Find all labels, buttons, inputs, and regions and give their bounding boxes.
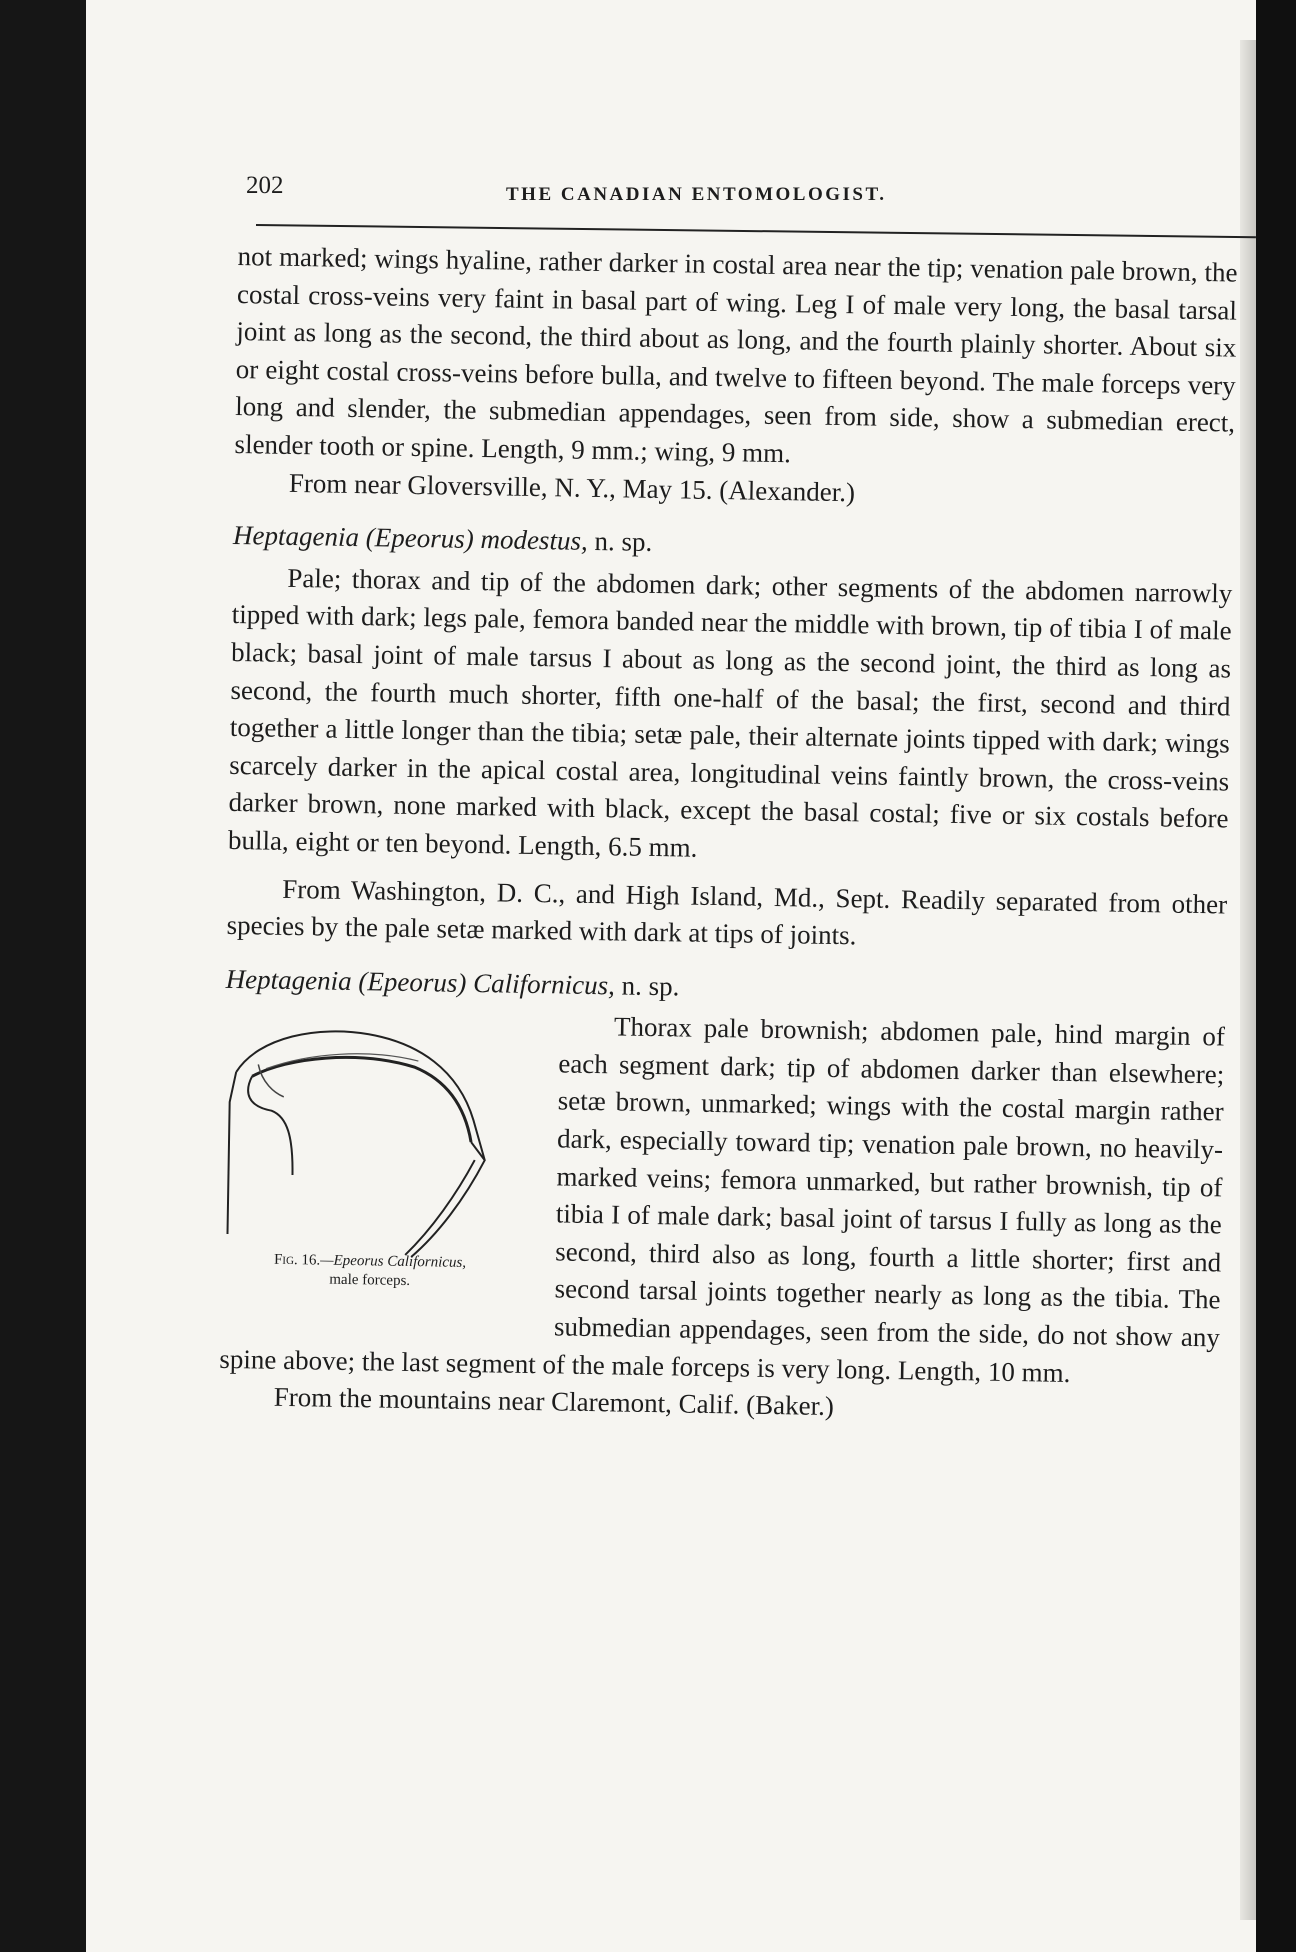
species-locality: From Washington, D. C., and High Island, Md., Sept. Readily separated from other species by the pale setæ marked with dark at tips of joints. [226, 873, 1228, 951]
forceps-illustration [219, 1006, 519, 1273]
running-title: THE CANADIAN ENTOMOLOGIST. [506, 184, 887, 205]
figure-title: —Epeorus Californicus, [320, 1252, 467, 1272]
page-edge-shadow [1240, 40, 1256, 1920]
page-body [218, 238, 1237, 1432]
figure-subtitle: male forceps. [329, 1271, 411, 1290]
scan-border-right [1256, 0, 1296, 1952]
species-locality: From the mountains near Claremont, Calif. (Baker.) [273, 1381, 835, 1422]
continued-paragraph: not marked; wings hyaline, rather darker in costal area near the tip; venation pale brown, the costal cross-veins very faint in basal part of wing. Leg I of male very long, the basal tarsal joint as long as the second, the third about as long, and the fourth plainly shorter. About six or eight costal cross-veins before bulla, and twelve to fifteen beyond. The male forceps very long and slender, the submedian appendages, seen from side, show a submedian erect, slender tooth or spine. Length, 9 mm.; wing, 9 mm. [234, 240, 1238, 469]
figure-caption [219, 1250, 529, 1293]
page-number: 202 [246, 172, 284, 199]
locality-paragraph: From near Gloversville, N. Y., May 15. (Alexander.) [288, 467, 856, 507]
figure-label: Fig. 16. [273, 1252, 321, 1269]
species-suffix: n. sp. [614, 970, 680, 1002]
header-rule [256, 224, 1256, 238]
book-page [86, 0, 1256, 1952]
species-description-with-figure [219, 1002, 1225, 1394]
scan-border-left [0, 0, 86, 1952]
species-description: Thorax pale brownish; abdomen pale, hind margin of each segment dark; tip of abdomen darker than elsewhere; setæ brown, unmarked; wings with the costal margin rather dark, especially toward tip; venation pale brown, no heavily-marked veins; femora unmarked, but rather brownish, tip of tibia I of male dark; basal joint of tarsus I fully as long as the second, third also as long, fourth a little shorter; first and second tarsal joints together nearly as long as the tibia. The submedian appendages, seen from the side, do not show any spine above; the last segment of the male forceps is very long. Length, 10 mm. [219, 1011, 1226, 1388]
species-description: Pale; thorax and tip of the abdomen dark; other segments of the abdomen narrowly tipped with dark; legs pale, femora banded near the middle with brown, tip of tibia I of male black; basal joint of male tarsus I about as long as the second joint, the third as long as second, the fourth much shorter, fifth one-half of the basal; the first, second and third together a little longer than the tibia; setæ pale, their alternate joints tipped with dark; wings scarcely darker in the apical costal area, longitudinal veins faintly brown, the cross-veins darker brown, none marked with black, except the basal costal; five or six costals before bulla, eight or ten beyond. Length, 6.5 mm. [227, 562, 1233, 863]
species-name: Heptagenia (Epeorus) Californicus, [225, 963, 616, 1001]
page-header [246, 170, 1256, 210]
figure-male-forceps [219, 1006, 533, 1321]
species-name: Heptagenia (Epeorus) modestus, [232, 520, 588, 556]
species-suffix: n. sp. [587, 525, 653, 558]
